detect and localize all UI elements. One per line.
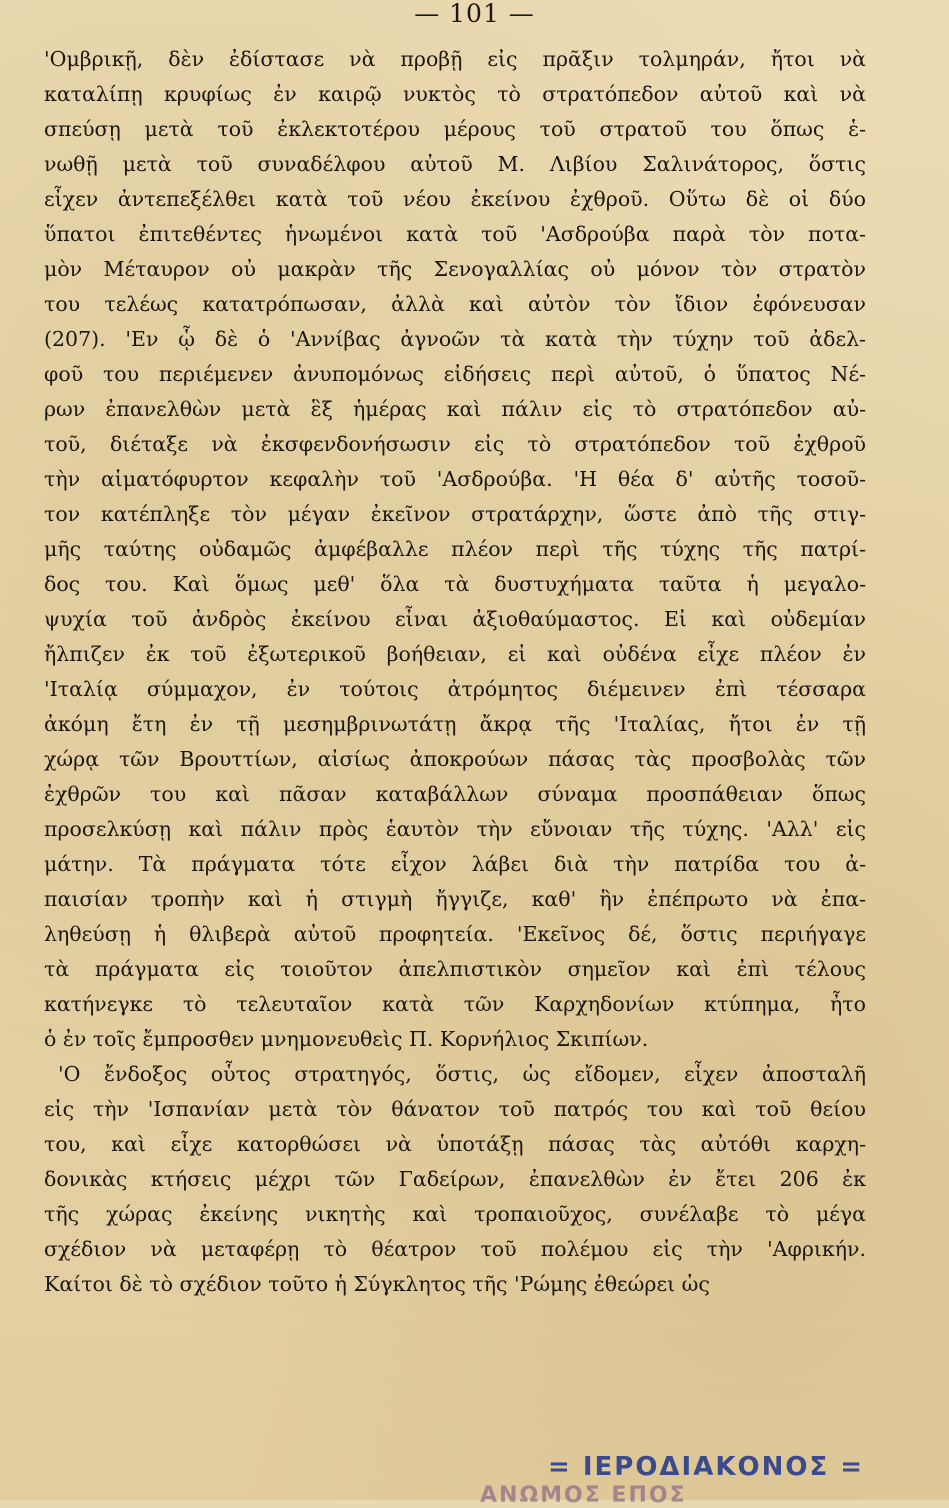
text-line: εἰς τὴν 'Ισπανίαν μετὰ τὸν θάνατον τοῦ πατρός του καὶ τοῦ θείου — [44, 1097, 866, 1121]
text-line: 'Ιταλίᾳ σύμμαχον, ἐν τούτοις ἀτρόμητος διέμεινεν ἐπὶ τέσσαρα — [44, 677, 866, 701]
text-line: ἤλπιζεν ἐκ τοῦ ἐξωτερικοῦ βοήθειαν, εἰ καὶ οὐδένα εἶχε πλέον ἐν — [44, 642, 866, 666]
text-line: ρων ἐπανελθὼν μετὰ ἓξ ἡμέρας καὶ πάλιν εἰς τὸ στρατόπεδον αὐ- — [44, 397, 866, 421]
text-line: ἀκόμη ἔτη ἐν τῇ μεσημβρινωτάτῃ ἄκρᾳ τῆς 'Ιταλίας, ἤτοι ἐν τῇ — [44, 712, 866, 736]
text-line: 'Ομβρικῇ, δὲν ἐδίστασε νὰ προβῇ εἰς πρᾶξιν τολμηράν, ἤτοι νὰ — [44, 47, 866, 71]
page-number: — 101 — — [414, 0, 535, 28]
text-line: σπεύσῃ μετὰ τοῦ ἐκλεκτοτέρου μέρους τοῦ στρατοῦ του ὅπως ἑ- — [44, 117, 866, 141]
text-line: φοῦ του περιέμενεν ἀνυπομόνως εἰδήσεις περὶ αὐτοῦ, ὁ ὕπατος Νέ- — [44, 362, 866, 386]
text-line: μὸν Μέταυρον οὐ μακρὰν τῆς Σενογαλλίας οὐ μόνον τὸν στρατὸν — [44, 257, 866, 281]
paragraph-1 — [44, 42, 866, 1057]
text-line: προσελκύσῃ καὶ πάλιν πρὸς ἑαυτὸν τὴν εὔνοιαν τῆς τύχης. 'Αλλ' εἰς — [44, 817, 866, 841]
text-line: ὁ ἐν τοῖς ἔμπροσθεν μνημονευθεὶς Π. Κορνήλιος Σκιπίων. — [44, 1027, 649, 1051]
text-line: του, καὶ εἶχε κατορθώσει νὰ ὑποτάξῃ πάσας τὰς αὐτόθι καρχη- — [44, 1132, 866, 1156]
text-line: χώρᾳ τῶν Βρουττίων, αἰσίως ἀποκρούων πάσας τὰς προσβολὰς τῶν — [44, 747, 866, 771]
text-line: ψυχία τοῦ ἀνδρὸς ἐκείνου εἶναι ἀξιοθαύμαστος. Εἰ καὶ οὐδεμίαν — [44, 607, 866, 631]
text-line: νωθῇ μετὰ τοῦ συναδέλφου αὐτοῦ Μ. Λιβίου Σαλινάτορος, ὅστις — [44, 152, 866, 176]
owner-stamp-partial: ΑΝΩΜΟΣ ΕΠΟΣ — [480, 1483, 687, 1508]
text-line: σχέδιον νὰ μεταφέρῃ τὸ θέατρον τοῦ πολέμου εἰς τὴν 'Αφρικήν. — [44, 1237, 866, 1261]
text-line: καταλίπῃ κρυφίως ἐν καιρῷ νυκτὸς τὸ στρατόπεδον αὐτοῦ καὶ νὰ — [44, 82, 866, 106]
text-line: τον κατέπληξε τὸν μέγαν ἐκεῖνον στρατάρχην, ὥστε ἀπὸ τῆς στιγ- — [44, 502, 866, 526]
text-line: ὕπατοι ἐπιτεθέντες ἡνωμένοι κατὰ τοῦ 'Ασδρούβα παρὰ τὸν ποτα- — [44, 222, 866, 246]
text-line: παισίαν τροπὴν καὶ ἡ στιγμὴ ἤγγιζε, καθ' ἣν ἐπέπρωτο νὰ ἐπα- — [44, 887, 866, 911]
text-line: δονικὰς κτήσεις μέχρι τῶν Γαδείρων, ἐπανελθὼν ἐν ἔτει 206 ἐκ — [44, 1167, 866, 1191]
text-line: Καίτοι δὲ τὸ σχέδιον τοῦτο ἡ Σύγκλητος τῆς 'Ρώμης ἐθεώρει ὡς — [44, 1272, 710, 1296]
text-line: τῆς χώρας ἐκείνης νικητὴς καὶ τροπαιοῦχος, συνέλαβε τὸ μέγα — [44, 1202, 866, 1226]
text-line: τὴν αἱματόφυρτον κεφαλὴν τοῦ 'Ασδρούβα. 'Η θέα δ' αὐτῆς τοσοῦ- — [44, 467, 866, 491]
text-line: μῆς ταύτης οὐδαμῶς ἀμφέβαλλε πλέον περὶ τῆς τύχης τῆς πατρί- — [44, 537, 866, 561]
text-line: εἶχεν ἀντεπεξέλθει κατὰ τοῦ νέου ἐκείνου ἐχθροῦ. Οὕτω δὲ οἱ δύο — [44, 187, 866, 211]
text-line: κατήνεγκε τὸ τελευταῖον κατὰ τῶν Καρχηδονίων κτύπημα, ἦτο — [44, 992, 866, 1016]
owner-stamp: = ΙΕΡΟΔΙΑΚΟΝΟΣ = — [548, 1452, 865, 1482]
text-line: μάτην. Τὰ πράγματα τότε εἶχον λάβει διὰ τὴν πατρίδα του ἀ- — [44, 852, 866, 876]
text-line: 'Ο ἔνδοξος οὗτος στρατηγός, ὅστις, ὡς εἴδομεν, εἶχεν ἀποσταλῆ — [58, 1062, 866, 1086]
body-text — [44, 42, 866, 1302]
text-line: του τελέως κατατρόπωσαν, ἀλλὰ καὶ αὐτὸν τὸν ἴδιον ἐφόνευσαν — [44, 292, 866, 316]
text-line: (207). 'Εν ᾧ δὲ ὁ 'Αννίβας ἀγνοῶν τὰ κατὰ τὴν τύχην τοῦ ἀδελ- — [44, 327, 866, 351]
paragraph-2 — [44, 1057, 866, 1302]
text-line: ληθεύσῃ ἡ θλιβερὰ αὐτοῦ προφητεία. 'Εκεῖνος δέ, ὅστις περιήγαγε — [44, 922, 866, 946]
text-line: τοῦ, διέταξε νὰ ἐκσφενδονήσωσιν εἰς τὸ στρατόπεδον τοῦ ἐχθροῦ — [44, 432, 866, 456]
text-line: τὰ πράγματα εἰς τοιοῦτον ἀπελπιστικὸν σημεῖον καὶ ἐπὶ τέλους — [44, 957, 866, 981]
text-line: ἐχθρῶν του καὶ πᾶσαν καταβάλλων σύναμα προσπάθειαν ὅπως — [44, 782, 866, 806]
text-line: δος του. Καὶ ὅμως μεθ' ὅλα τὰ δυστυχήματα ταῦτα ἡ μεγαλο- — [44, 572, 866, 596]
